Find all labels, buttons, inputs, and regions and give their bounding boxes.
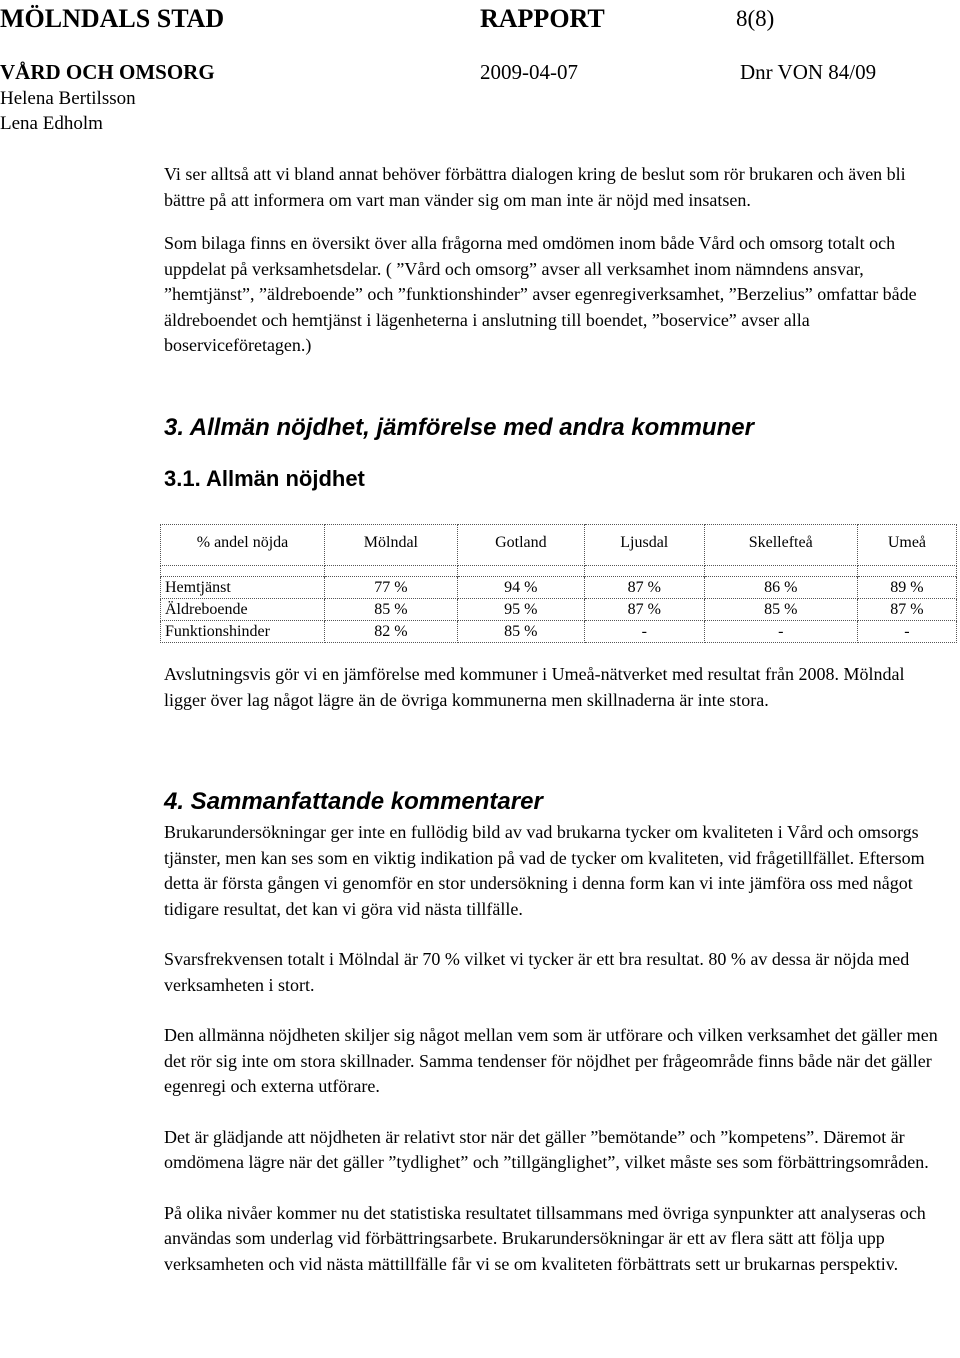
table-cell: 82 % xyxy=(325,621,458,643)
table-cell: 87 % xyxy=(857,599,956,621)
table-row xyxy=(161,577,957,599)
table-cell: 87 % xyxy=(584,599,704,621)
table-header-cell: Skellefteå xyxy=(704,525,857,566)
department-name: VÅRD OCH OMSORG xyxy=(0,60,215,84)
table-header-cell: Umeå xyxy=(857,525,956,566)
paragraph: Avslutningsvis gör vi en jämförelse med kommuner i Umeå-nätverket med resultat från 2008. Mölndal ligger över lag något lägre än de övriga kommunerna men skillnaderna är inte stora. xyxy=(164,664,905,710)
table-cell: 94 % xyxy=(457,577,584,599)
table-header-cell: Ljusdal xyxy=(584,525,704,566)
paragraph: Svarsfrekvensen totalt i Mölndal är 70 % vilket vi tycker är ett bra resultat. 80 % av dessa är nöjda med verksamheten i stort. xyxy=(164,949,910,995)
table-header-cell: Gotland xyxy=(457,525,584,566)
table-cell: 86 % xyxy=(704,577,857,599)
author-name: Helena Bertilsson xyxy=(0,88,136,109)
document-type: RAPPORT xyxy=(480,4,605,33)
table-cell: 85 % xyxy=(457,621,584,643)
table-cell: 95 % xyxy=(457,599,584,621)
table-cell: 77 % xyxy=(325,577,458,599)
organization-name: MÖLNDALS STAD xyxy=(0,4,225,33)
after-table-text xyxy=(164,662,948,713)
intro-text xyxy=(164,162,944,359)
diary-number: Dnr VON 84/09 xyxy=(740,60,877,84)
summary-text xyxy=(164,820,948,1302)
table-cell: - xyxy=(704,621,857,643)
table-cell: Funktionshinder xyxy=(161,621,325,643)
section-heading: 3. Allmän nöjdhet, jämförelse med andra kommuner xyxy=(164,414,754,441)
table-header-cell: % andel nöjda xyxy=(161,525,325,566)
paragraph: Som bilaga finns en översikt över alla frågorna med omdömen inom både Vård och omsorg totalt och uppdelat på verksamhetsdelar. ( ”Vård och omsorg” avser all verksamhet inom nämndens ansvar, ”hemtjänst”, ”äldreboende” och ”funktionshinder” avser egenregiverksamhet, ”Berzelius” omfattar både äldreboendet och hemtjänst i lägenheterna i anslutning till boendet, ”boservice” avser alla boserviceföretagen.) xyxy=(164,233,917,355)
paragraph: Den allmänna nöjdheten skiljer sig något mellan vem som är utförare och vilken verksamhet det gäller men det rör sig inte om stora skillnader. Samma tendenser för nöjdhet per frågeområde finns både när det gäller egenregi och externa utförare. xyxy=(164,1025,938,1096)
table-cell: 85 % xyxy=(325,599,458,621)
table-cell: 89 % xyxy=(857,577,956,599)
table-row xyxy=(161,599,957,621)
document-date: 2009-04-07 xyxy=(480,60,578,84)
table-cell: - xyxy=(584,621,704,643)
table-cell: - xyxy=(857,621,956,643)
subsection-heading: 3.1. Allmän nöjdhet xyxy=(164,466,365,491)
page-header xyxy=(0,4,960,34)
paragraph: Brukarundersökningar ger inte en fullödig bild av vad brukarna tycker om kvaliteten i Vård och omsorgs tjänster, men kan ses som en viktig indikation på vad de tycker om kvaliteten, vid frågetillfället. Eftersom detta är första gången vi genomför en stor undersökning i denna form kan vi inte jämföra oss med något tidigare resultat, det kan vi göra vid nästa tillfälle. xyxy=(164,822,925,919)
author-name: Lena Edholm xyxy=(0,113,103,134)
table-header-row xyxy=(161,525,957,566)
table-cell: Äldreboende xyxy=(161,599,325,621)
table-cell: 87 % xyxy=(584,577,704,599)
section-heading: 4. Sammanfattande kommentarer xyxy=(164,788,543,815)
satisfaction-table xyxy=(160,524,957,643)
paragraph: Vi ser alltså att vi bland annat behöver förbättra dialogen kring de beslut som rör brukaren och även bli bättre på att informera om vart man vänder sig om man inte är nöjd med insatsen. xyxy=(164,164,906,210)
table-cell: 85 % xyxy=(704,599,857,621)
paragraph: Det är glädjande att nöjdheten är relativt stor när det gäller ”bemötande” och ”kompetens”. Däremot är omdömena lägre när det gäller ”tydlighet” och ”tillgänglighet”, vilket måste ses som förbättringsområden. xyxy=(164,1126,929,1172)
table-cell: Hemtjänst xyxy=(161,577,325,599)
paragraph: På olika nivåer kommer nu det statistiska resultatet tillsammans med övriga synpunkter att analyseras och användas som underlag vid förbättringsarbete. Brukarundersökningar är ett av flera sätt att följa upp verksamheten och vid nästa mättillfälle får vi se om kvaliteten förbättrats sett ur brukarnas perspektiv. xyxy=(164,1202,926,1274)
table-header-cell: Mölndal xyxy=(325,525,458,566)
table-spacer xyxy=(161,566,957,577)
page-number: 8(8) xyxy=(736,6,775,31)
table-row xyxy=(161,621,957,643)
